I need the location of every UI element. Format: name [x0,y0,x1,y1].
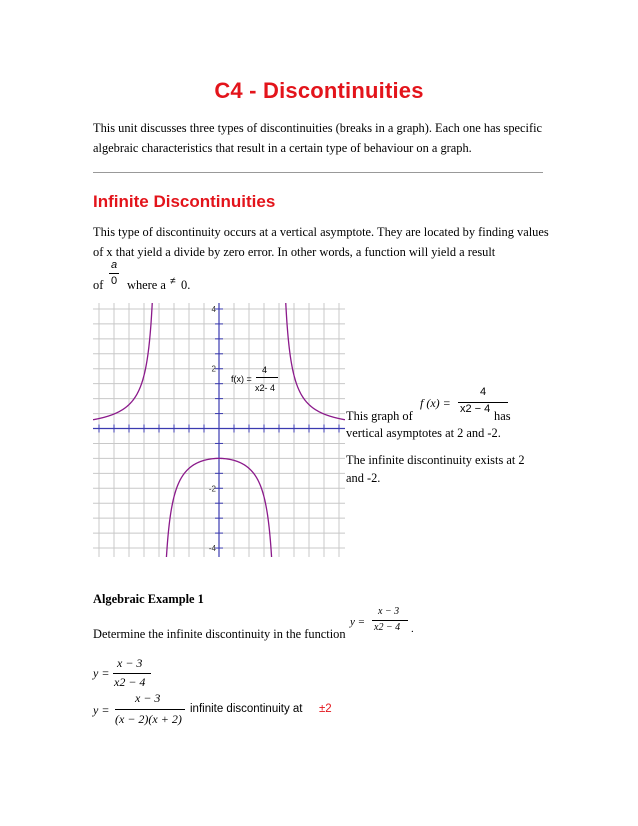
graph-func-num: 4 [262,365,268,375]
example-fn-num: x − 3 [378,606,400,617]
side-line1a: This graph of [346,409,413,423]
example-fn-period: . [411,623,414,635]
side-formula-num: 4 [480,386,487,398]
divider [93,172,543,173]
step1-bar [113,673,151,674]
of-line [93,258,293,294]
y-tick-label: 4 [211,304,216,314]
y-tick-label: -2 [208,484,216,494]
intro-paragraph: This unit discusses three types of discontinuities (breaks in a graph). Each one has specific algebraic characteristics that result in a certain type of behaviour on a graph. [93,121,543,155]
frac-denominator: 0 [111,275,118,287]
step2-equation [93,691,373,731]
fraction-bar [109,273,119,274]
step2-lhs: y = [93,703,110,717]
section-heading: Infinite Discontinuities [93,192,276,211]
page-title: C4 - Discontinuities [214,78,424,103]
step2-comment: infinite discontinuity at [190,703,303,715]
example-fn-den: x2 − 4 [374,622,401,633]
graph-svg [93,303,345,557]
example-function [350,606,470,642]
not-equal-symbol: ≠ [170,276,176,287]
side-line2: vertical asymptotes at 2 and -2. [346,426,501,440]
section-paragraph: This type of discontinuity occurs at a vertical asymptote. They are located by finding values of x that yield a divide by zero error. In other words, a function will yield a result [93,225,549,259]
step2-value: ±2 [319,703,332,715]
example-fn-lhs: y = [350,616,366,628]
step2-num: x − 3 [135,691,161,705]
where-text: where a [127,278,166,292]
y-tick-label: 2 [211,364,216,374]
step1-den: x2 − 4 [114,675,146,689]
graph-func-den: x2- 4 [255,383,276,393]
curve-right [281,303,345,420]
graph-func-label: f(x) = [231,374,252,384]
side-line1b: has [494,409,511,423]
of-word: of [93,278,104,292]
side-formula-den: x2 − 4 [460,403,491,415]
step1-num: x − 3 [117,656,143,670]
axes [93,303,345,557]
example-fn-bar [372,620,408,621]
graph [93,303,345,562]
frac-numerator: a [111,259,118,271]
curve-left [93,303,157,420]
step1-lhs: y = [93,666,110,680]
graph-func-bar [256,377,278,378]
step2-bar [115,709,185,710]
step2-den: (x − 2)(x + 2) [115,712,182,726]
side-formula-lhs: f (x) = [420,396,451,410]
step1-equation [93,656,213,696]
side-line1 [346,407,546,425]
example-prompt: Determine the infinite discontinuity in the function [93,627,346,641]
example-heading: Algebraic Example 1 [93,592,204,606]
y-tick-label: -4 [208,544,216,554]
side-line3: The infinite discontinuity exists at 2 and -2. [346,453,525,485]
zero-text: 0. [181,278,191,292]
